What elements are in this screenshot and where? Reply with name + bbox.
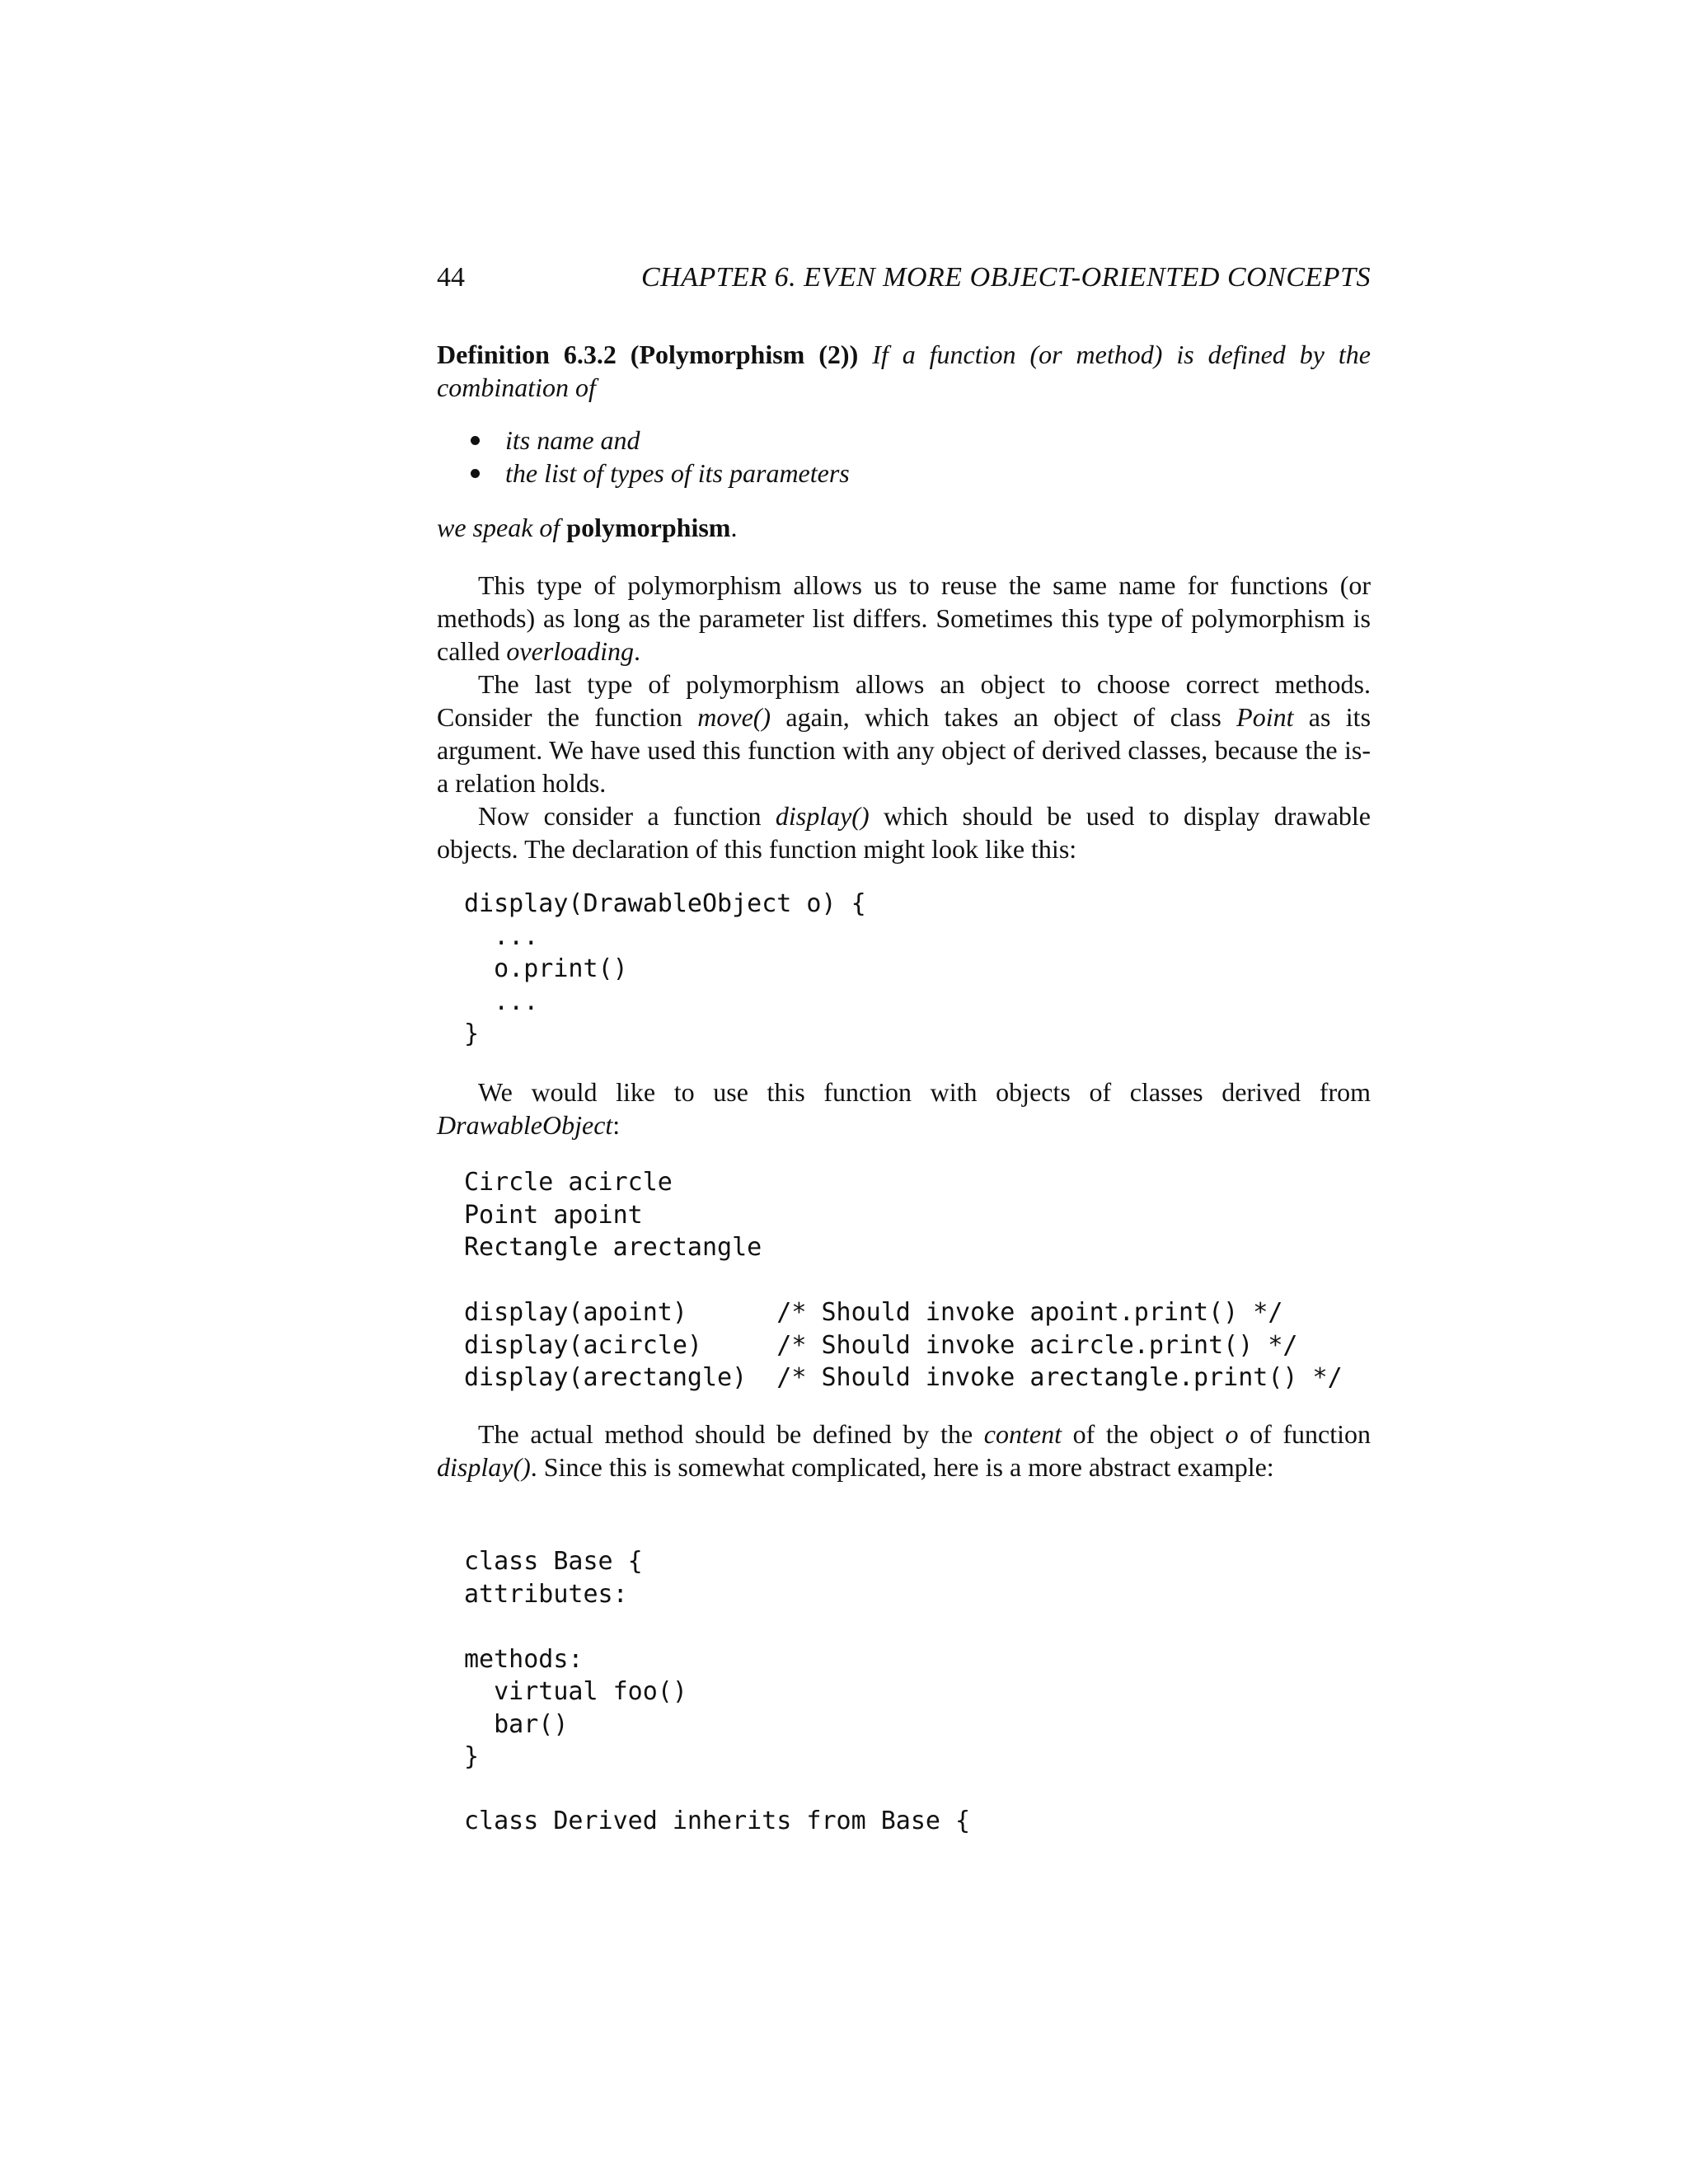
- code-object-declarations: Circle acircle Point apoint Rectangle arectangle: [464, 1168, 762, 1262]
- paragraph-text: The last type of polymorphism allows an object to choose correct methods. Consider the function: [437, 669, 1371, 732]
- paragraph-text: of the object: [1061, 1419, 1226, 1449]
- page-number: 44: [437, 262, 465, 293]
- emphasis-point: Point: [1236, 702, 1294, 732]
- emphasis-display: display(): [437, 1452, 531, 1482]
- emphasis-display: display(): [775, 801, 870, 831]
- paragraph-display: [437, 799, 1371, 865]
- list-item: its name and: [466, 424, 850, 457]
- paragraph-text: again, which takes an object of class: [771, 702, 1237, 732]
- paragraph-text: as its argument. We have used this function with any object of derived classes, because the is-a relation holds.: [437, 702, 1372, 798]
- list-item: the list of types of its parameters: [466, 457, 850, 490]
- body-paragraphs-1: [437, 569, 1371, 865]
- paragraph-text: of function: [1238, 1419, 1371, 1449]
- code-derived-class: class Derived inherits from Base {: [464, 1807, 971, 1835]
- paragraph-overloading: [437, 569, 1371, 668]
- code-base-class: class Base { attributes: methods: virtual foo() bar() }: [464, 1547, 687, 1771]
- code-display-calls: display(apoint) /* Should invoke apoint.print() */ display(acircle) /* Should invoke acircle.print() */ display(arectangle) /* Should invoke arectangle.print() */: [464, 1298, 1343, 1392]
- body-paragraph-2: [437, 1076, 1371, 1141]
- definition-block: [437, 338, 1371, 404]
- paragraph-text: This type of polymorphism allows us to reuse the same name for functions (or methods) as long as the parameter list differs. Sometimes this type of polymorphism is called: [437, 570, 1371, 666]
- paragraph-text: We would like to use this function with objects of classes derived from: [478, 1077, 1371, 1107]
- emphasis-overloading: overloading: [506, 636, 635, 666]
- definition-intro: If a function (or method) is defined by the combination of: [437, 340, 1372, 402]
- paragraph-content: [437, 1418, 1371, 1483]
- paragraph-text: .: [634, 636, 641, 666]
- paragraph-text: The actual method should be defined by the: [478, 1419, 984, 1449]
- paragraph-text: . Since this is somewhat complicated, here is a more abstract example:: [530, 1452, 1274, 1482]
- paragraph-text: which should be used to display drawable objects. The declaration of this function might look like this:: [437, 801, 1371, 864]
- definition-bullet-list: [466, 424, 850, 490]
- emphasis-move: move(): [697, 702, 771, 732]
- emphasis-content: content: [983, 1419, 1062, 1449]
- paragraph-drawable: [437, 1076, 1371, 1141]
- definition-label: Definition 6.3.2 (Polymorphism (2)): [437, 340, 859, 369]
- code-display-declaration: display(DrawableObject o) { ... o.print() ... }: [464, 889, 866, 1048]
- paragraph-last-type: [437, 668, 1371, 799]
- emphasis-o: o: [1225, 1419, 1239, 1449]
- body-paragraph-3: [437, 1418, 1371, 1483]
- definition-closing-prefix: we speak of: [437, 513, 560, 542]
- definition-term: polymorphism: [566, 513, 731, 542]
- paragraph-text: :: [612, 1110, 621, 1140]
- definition-closing: [437, 511, 1371, 544]
- running-title: CHAPTER 6. EVEN MORE OBJECT-ORIENTED CONCEPTS: [640, 262, 1371, 293]
- page-header: [437, 262, 1371, 298]
- paragraph-text: Now consider a function: [478, 801, 776, 831]
- definition-closing-suffix: .: [730, 513, 738, 542]
- emphasis-drawableobject: DrawableObject: [437, 1110, 613, 1140]
